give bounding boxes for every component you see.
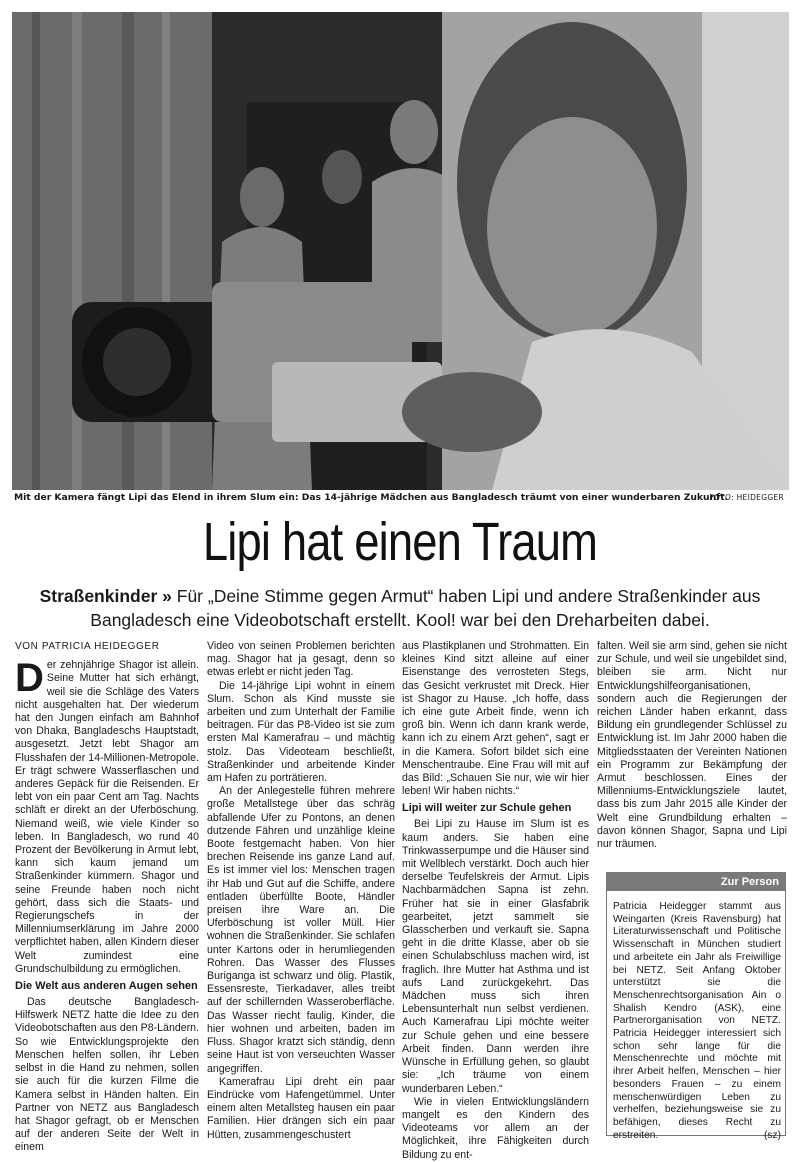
column-2 [207, 640, 395, 1142]
paragraph: Video von seinen Problemen berichten mag. Shagor hat ja gesagt, denn so etwas erlebt er nicht jeden Tag. [207, 640, 395, 679]
paragraph-text: er zehnjährige Shagor ist allein. Seine Mutter hat sich erhängt, weil sie die Schläge des Vaters nicht ausgehalten hat. Der wiederum hat den Jungen einfach am Bahnhof von Dhaka, Bangladeschs Hauptstadt, ausgesetzt. Jetzt lebt Shagor am Flusshafen der 14-Millionen-Metropole. Er trägt schwere Wasserflaschen und anderes Gepäck für die Reisenden. Er lebt von ein paar Cent am Tag. Nachts schläft er direkt an der Uferböschung. Niemand weiß, wie viele Kinder so leben. In Bangladesch, wo rund 40 Prozent der Bevölkerung in Armut lebt, kann sich kaum jemand um Straßenkinder kümmern. Shagor und seine Freunde haben noch nicht gehört, dass sich die Staats- und Regierungschefs in der Millenniumserklärung im Jahre 2000 verpflichtet haben, allen Kindern dieser Welt zumindest eine Grundschulbildung zu ermöglichen. [15, 659, 199, 975]
paragraph: Wie in vielen Entwicklungsländern mangelt es den Kindern des Videoteams vor allem an der Möglichkeit, ihre Fähigkeiten durch Bildung zu ent- [402, 1095, 589, 1161]
box-text: Patricia Heidegger stammt aus Weingarten (Kreis Ravensburg) hat Literaturwissenschaft und Politische Wissenschaft in München studiert und arbeitete ein Jahr als Freiwillige bei NETZ. Seit Anfang Oktober unterstützt sie die Menschenrechtsorganisation Ain o Shalish Kendro (ASK), eine Partnerorganisation von NETZ. Patricia Heidegger interessiert sich schon sehr lange für die Menschenrechte und möchte mit ihrer Arbeit helfen, Menschen – hier besonders Frauen – zu einem menschenwürdigen Leben zu verhelfen, beziehungsweise sie zu befähigen, dieses Recht zu erstreiten. [613, 901, 781, 1141]
paragraph: An der Anlegestelle führen mehrere große Metallstege über das schräg abfallende Ufer zu Pontons, an denen dutzende Fähren und unzählige kleine Boote festgemacht haben. Von hier brechen Reisende ins ganze Land auf. Es ist immer viel los: Menschen tragen ihr Hab und Gut auf die Schiffe, andere entladen überfüllte Boote, Händler preisen ihre Ware an. Die Uferböschung ist voller Müll. Hier wohnen die Straßenkinder. Sie schlafen unter Kartons oder in herumliegenden Rohren. Das Wasser des Flusses Buriganga ist schwarz und ölig. Plastik, Essensreste, Tierkadaver, alles treibt auf der schillernden Wasseroberfläche. Das Wasser riecht faulig. Kinder, die hier wohnen und arbeiten, baden im Fluss. Shagor kratzt sich ständig, denn seine Haut ist von verseuchten Wasser angegriffen. [207, 785, 395, 1075]
paragraph [15, 656, 199, 976]
box-signature: (sz) [764, 1129, 781, 1141]
author-info-box [606, 872, 786, 1141]
box-title: Zur Person [607, 873, 785, 891]
box-body [607, 891, 785, 1146]
headline: Lipi hat einen Traum [202, 512, 598, 572]
paragraph: Bei Lipi zu Hause im Slum ist es kaum anders. Sie haben eine Trinkwasserpumpe und die Häuser sind mit Wellblech verstärkt. Doch auch hier derselbe Teufelskreis der Armut. Lipis Nachbarmädchen Sapna ist zehn. Früher hat sie in einer Glasfabrik gearbeitet, jetzt sammelt sie Glasscherben und verkauft sie. Sapna geht in die dritte Klasse, aber ob sie einen Schulabschluss machen wird, ist fraglich. Ihre Mutter hat Asthma und ist aufs Land zurückgekehrt. Das Mädchen muss sich ihren Lebensunterhalt nun selbst verdienen. Auch Kamerafrau Lipi möchte weiter zur Schule gehen und eine bessere Arbeit finden. Dann werden ihre Wünsche in Erfüllung gehen, so glaubt sie: „Ich träume von einem wunderbaren Leben.“ [402, 818, 589, 1095]
photo-credit: FOTO: HEIDEGGER [709, 493, 784, 502]
dropcap: D [15, 656, 44, 701]
subheading: Lipi will weiter zur Schule gehen [402, 802, 572, 815]
paragraph: aus Plastikplanen und Strohmatten. Ein kleines Kind sitzt alleine auf einer Eisenstange des verrosteten Stegs, das Gesicht verkrustet mit Dreck. Hier ist Shagor zu Hause. „Ich hoffe, dass ich eine gute Arbeit finde, wenn ich groß bin. Wenn ich dann krank werde, kann ich zu einem Arzt gehen“, sagt er in die Kamera. Sofort bildet sich eine Menschentraube. Eine Frau will mit auf das Bild: „Schauen Sie nur, wie wir hier leben! Wir haben nichts.“ [402, 640, 589, 798]
article-photo [12, 12, 789, 490]
subheading: Die Welt aus anderen Augen sehen [15, 980, 198, 993]
column-1 [15, 640, 199, 1155]
paragraph: Die 14-jährige Lipi wohnt in einem Slum. Schon als Kind musste sie arbeiten und zum Unterhalt der Familie beitragen. Für das P8-Video ist sie zum ersten Mal Kamerafrau – und mächtig stolz. Das Videoteam beschließt, Straßenkinder und arbeitende Kinder am Hafen zu porträtieren. [207, 679, 395, 785]
subheadline [12, 584, 788, 632]
column-4 [597, 640, 787, 851]
paragraph: falten. Weil sie arm sind, gehen sie nicht zur Schule, und weil sie ungebildet sind, bleiben sie arm. Nicht nur Entwicklungshilfeorganisationen, sondern auch die Regierungen der reichen Länder haben erkannt, dass Bildung ein grundlegender Schlüssel zu Entwicklung ist. Im Jahr 2000 haben die Mitgliedsstaaten der Vereinten Nationen ein Programm zur Bekämpfung der Armut beschlossen. Eines der Millenniums-Entwicklungsziele lautet, dass bis zum Jahr 2015 alle Kinder der Welt eine Grundbildung erhalten – davon können Shagor, Sapna und Lipi nur träumen. [597, 640, 787, 851]
byline: VON PATRICIA HEIDEGGER [15, 641, 160, 652]
paragraph: Kamerafrau Lipi dreht ein paar Eindrücke vom Hafengetümmel. Unter einem alten Metallsteg hausen ein paar Familien. Hier drängen sich ein paar Hütten, zusammengeschustert [207, 1075, 395, 1141]
photo-illustration [12, 12, 789, 490]
subhead-text: Für „Deine Stimme gegen Armut“ haben Lipi und andere Straßenkinder aus Bangladesch eine Videobotschaft erstellt. Kool! war bei den Dreharbeiten dabei. [90, 586, 761, 630]
paragraph: Das deutsche Bangladesch-Hilfswerk NETZ hatte die Idee zu den Videobotschaften aus den P8-Ländern. So wie Entwicklungsprojekte den Menschen helfen sollen, ihr Leben selbst in die Hand zu nehmen, sollen sie auch für die kurzen Filme die Kamera selbst in Händen halten. Ein Partner von NETZ aus Bangladesch hat Shagor gefragt, ob er Menschen auf der anderen Seite der Welt in einem [15, 996, 199, 1154]
photo-caption: Mit der Kamera fängt Lipi das Elend in ihrem Slum ein: Das 14-jährige Mädchen aus Bangladesch träumt von einer wunderbaren Zukunft. [14, 492, 728, 503]
column-3 [402, 640, 589, 1162]
subhead-kicker: Straßenkinder » [39, 586, 172, 606]
